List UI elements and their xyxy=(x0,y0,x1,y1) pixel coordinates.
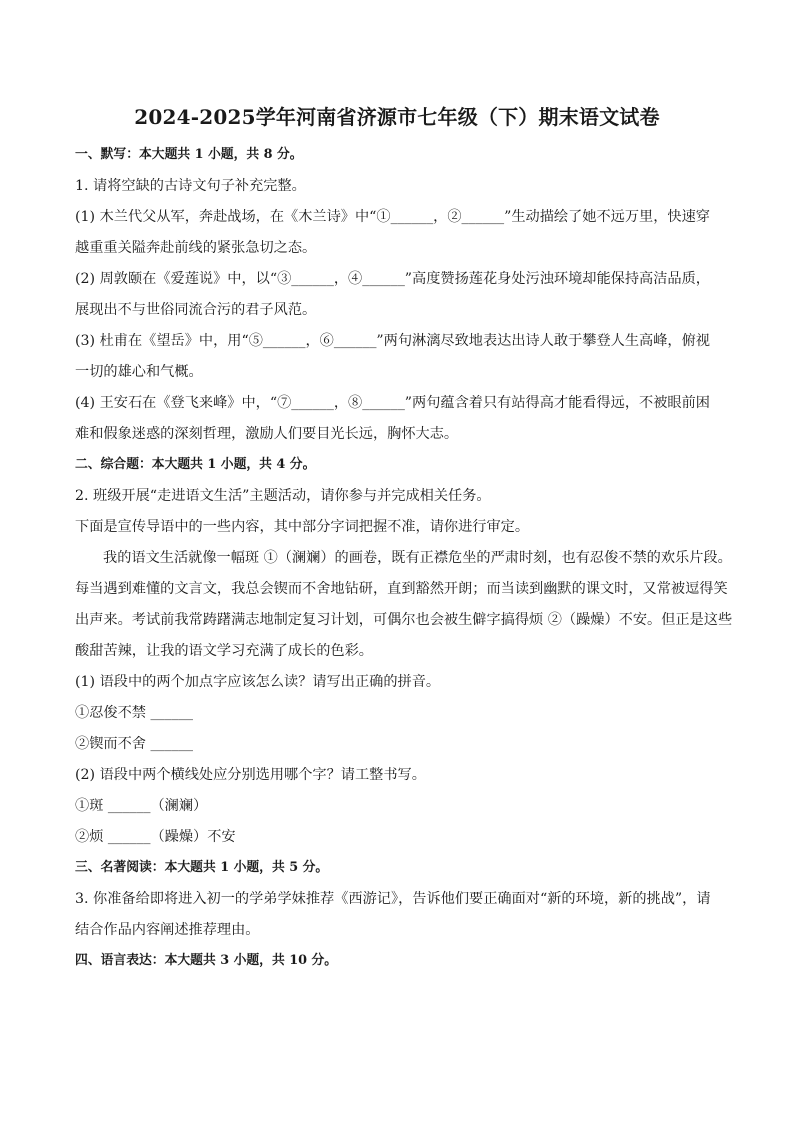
section-desc: 本大题共 1 小题，共 5 分。 xyxy=(164,860,329,875)
question-line: 一切的雄心和气概。 xyxy=(75,364,203,380)
section-desc: 本大题共 1 小题，共 8 分。 xyxy=(138,147,303,162)
question-line: 越重重关隘奔赴前线的紧张急切之态。 xyxy=(75,240,317,256)
section-heading-1 xyxy=(75,144,303,166)
answer-line: ①斑 ______（澜斓） xyxy=(75,798,208,814)
passage-line: 我的语文生活就像一幅斑 ①（澜斓）的画卷，既有正襟危坐的严肃时刻，也有忍俊不禁的欢乐片段。 xyxy=(103,550,732,566)
question-line: 下面是宣传导语中的一些内容，其中部分字词把握不准，请你进行审定。 xyxy=(75,519,530,535)
question-2-stem: 2. 班级开展“走进语文生活”主题活动，请你参与并完成相关任务。 xyxy=(75,488,491,504)
question-line: (1) 语段中的两个加点字应该怎么读？请写出正确的拼音。 xyxy=(75,674,441,690)
section-desc: 本大题共 3 小题，共 10 分。 xyxy=(164,953,338,968)
page-title: 2024-2025学年河南省济源市七年级（下）期末语文试卷 xyxy=(134,105,660,129)
question-line: (2) 周敦颐在《爱莲说》中，以“③______，④______”高度赞扬莲花身处污浊环境却能保持高洁品质， xyxy=(75,271,710,287)
passage-line: 每当遇到难懂的文言文，我总会锲而不舍地钻研，直到豁然开朗；而当读到幽默的课文时，又常被逗得笑 xyxy=(75,581,728,597)
section-label: 三、名著阅读： xyxy=(75,860,165,875)
answer-line: ①忍俊不禁 ______ xyxy=(75,705,194,721)
answer-line: ②锲而不舍 ______ xyxy=(75,736,194,752)
question-3-stem: 3. 你准备给即将进入初一的学弟学妹推荐《西游记》，告诉他们要正确面对“新的环境，新的挑战”，请 xyxy=(75,891,711,907)
section-desc: 本大题共 1 小题，共 4 分。 xyxy=(151,457,316,472)
section-heading-2 xyxy=(75,454,315,476)
section-label: 二、综合题： xyxy=(75,457,152,472)
question-line: (3) 杜甫在《望岳》中，用“⑤______，⑥______”两句淋漓尽致地表达出诗人敢于攀登人生高峰，俯视 xyxy=(75,333,710,349)
section-heading-3 xyxy=(75,857,328,879)
passage-line: 酸甜苦辣，让我的语文学习充满了成长的色彩。 xyxy=(75,643,373,659)
answer-line: ②烦 ______（躁燥）不安 xyxy=(75,829,236,845)
question-line: (4) 王安石在《登飞来峰》中，“⑦______，⑧______”两句蕴含着只有站得高才能看得远，不被眼前困 xyxy=(75,395,710,411)
question-line: (1) 木兰代父从军，奔赴战场，在《木兰诗》中“①______，②______”生动描绘了她不远万里，快速穿 xyxy=(75,209,710,225)
passage-line: 出声来。考试前我常踌躇满志地制定复习计划，可偶尔也会被生僻字搞得烦 ②（躁燥）不安。但正是这些 xyxy=(75,612,733,628)
section-label: 四、语言表达： xyxy=(75,953,165,968)
section-label: 一、默写： xyxy=(75,147,139,162)
question-line: 结合作品内容阐述推荐理由。 xyxy=(75,922,260,938)
section-heading-4 xyxy=(75,950,337,972)
question-line: (2) 语段中两个横线处应分别选用哪个字？请工整书写。 xyxy=(75,767,426,783)
question-line: 难和假象迷惑的深刻哲理，激励人们要目光长远，胸怀大志。 xyxy=(75,426,459,442)
question-1-stem: 1. 请将空缺的古诗文句子补充完整。 xyxy=(75,178,306,194)
question-line: 展现出不与世俗同流合污的君子风范。 xyxy=(75,302,317,318)
